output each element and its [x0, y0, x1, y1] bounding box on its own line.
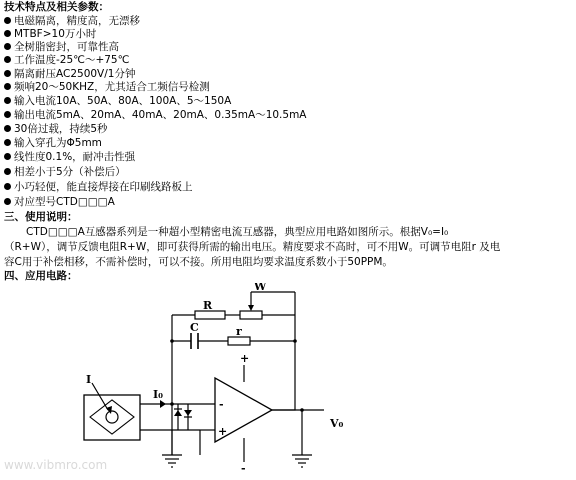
watermark: www.vibmro.com	[4, 458, 108, 472]
bullet-icon	[4, 139, 11, 146]
section3-title: 三、使用说明：	[4, 211, 78, 223]
ground-icon	[162, 455, 182, 467]
label-plus-supply: +	[240, 352, 250, 365]
bullet-icon	[4, 111, 11, 118]
bullet-item: 全树脂密封，可靠性高	[4, 40, 119, 54]
bullet-icon	[4, 43, 11, 50]
label-io: I₀	[153, 388, 163, 401]
section3-line: 容C用于补偿相移，不需补偿时，可以不接。所用电阻均要求温度系数小于50PPM。	[4, 256, 393, 268]
label-minus-input: -	[219, 398, 224, 411]
resistor-r-feedback	[195, 311, 225, 319]
bullet-icon	[4, 125, 11, 132]
resistor-r-compensation	[228, 337, 250, 345]
bullet-item: 输入穿孔为Φ5mm	[4, 136, 102, 150]
bullet-item: 对应型号CTD□□□A	[4, 195, 115, 209]
bullet-item: 30倍过载，持续5秒	[4, 122, 108, 136]
bullet-icon	[4, 30, 11, 37]
section3-line: CTD□□□A互感器系列是一种超小型精密电流互感器，典型应用电路如图所示。根据V₀=I₀	[26, 226, 449, 238]
bullet-item: MTBF>10万小时	[4, 27, 96, 41]
current-transformer-icon	[84, 383, 140, 440]
bullet-icon	[4, 56, 11, 63]
bullet-icon	[4, 153, 11, 160]
section4-title: 四、应用电路：	[4, 270, 78, 282]
label-vo: V₀	[330, 417, 344, 430]
bullet-icon	[4, 168, 11, 175]
bullet-item: 输入电流10A、50A、80A、100A、5～150A	[4, 94, 231, 108]
bullet-icon	[4, 183, 11, 190]
label-w: W	[254, 283, 267, 293]
bullet-item: 线性度0.1%，耐冲击性强	[4, 150, 135, 164]
potentiometer-w	[240, 311, 262, 319]
bullet-item: 输出电流5mA、20mA、40mA、20mA、0.35mA～10.5mA	[4, 108, 307, 122]
bullet-icon	[4, 97, 11, 104]
ground-icon	[292, 455, 312, 467]
bullet-icon	[4, 17, 11, 24]
bullet-item: 工作温度-25℃～+75℃	[4, 53, 129, 67]
bullet-item: 隔离耐压AC2500V/1分钟	[4, 67, 135, 81]
label-r-small: r	[236, 325, 242, 338]
bullet-item: 电磁隔离，精度高，无漂移	[4, 14, 140, 28]
bullet-item: 相差小于5分（补偿后）	[4, 165, 126, 179]
label-c: C	[190, 321, 199, 334]
bullet-icon	[4, 198, 11, 205]
label-plus-input: +	[218, 425, 228, 438]
params-heading: 技术特点及相关参数：	[4, 1, 109, 13]
wiper-arrow-icon	[248, 305, 254, 311]
diode-icon	[184, 410, 192, 416]
diode-icon	[174, 410, 182, 416]
bullet-icon	[4, 83, 11, 90]
label-r-feedback: R	[203, 299, 213, 312]
label-i: I	[86, 373, 92, 386]
bullet-item: 频响20～50KHZ，尤其适合工频信号检测	[4, 80, 210, 94]
current-direction-arrow-icon	[160, 400, 166, 408]
bullet-item: 小巧轻便，能直接焊接在印刷线路板上	[4, 180, 193, 194]
bullet-icon	[4, 70, 11, 77]
application-circuit-diagram	[0, 283, 576, 480]
section3-body	[4, 225, 574, 270]
section3-line: （R+W），调节反馈电阻R+W，即可获得所需的输出电压。精度要求不高时，可不用W。可调节电阻r 及电	[4, 241, 501, 253]
label-minus-supply: -	[241, 462, 246, 475]
